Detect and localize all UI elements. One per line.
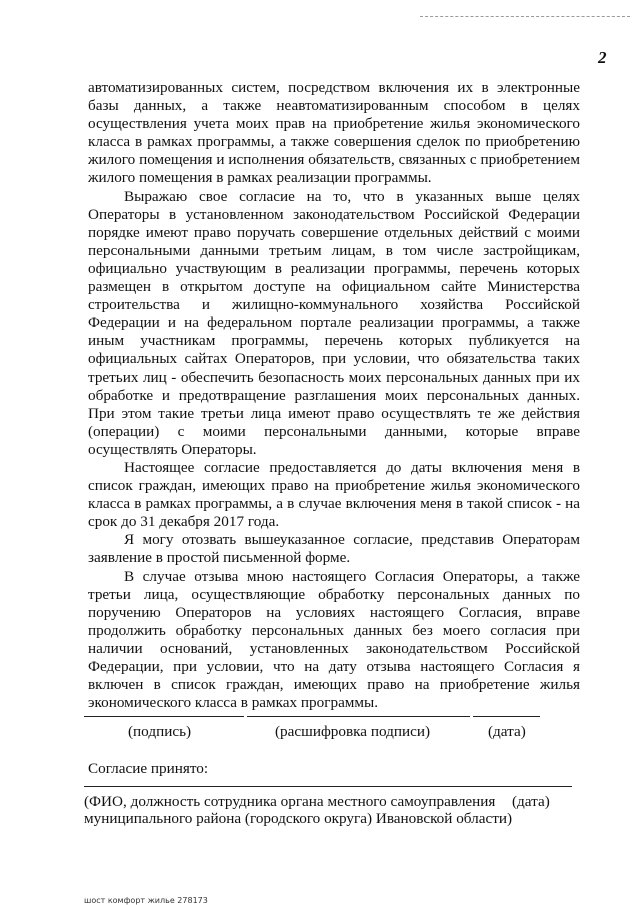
decoding-line (247, 716, 470, 717)
date-line (473, 716, 540, 717)
signature-line (84, 716, 244, 717)
paragraph-consent-third-parties: Выражаю свое согласие на то, что в указанных выше целях Операторы в установленном законодательством Российской Федерации порядке имеют право поручать совершение отдельных действий с моими персональными данными третьим лицам, в том числе застройщикам, официально участвующим в реализации программы, перечень которых размещен в открытом доступе на официальном сайте Министерства строительства и жилищно-коммунального хозяйства Российской Федерации и на федеральном портале реализации программы, а также иным участникам программы, перечень которых публикуется на официальных сайтах Операторов, при условии, что обязательства таких третьих лиц - обеспечить безопасность моих персональных данных при их обработке и предотвращение разглашения моих персональных данных. При этом такие третьи лица имеют право осуществлять те же действия (операции) с моими персональными данными, которые вправе осуществлять Операторы. (88, 187, 580, 458)
scan-edge-line (420, 16, 630, 17)
date-label: (дата) (488, 723, 526, 740)
paragraph-withdrawal-consequences: В случае отзыва мною настоящего Согласия Операторы, а также третьи лица, осуществляющие обработку персональных данных по поручению Операторов на условиях настоящего Согласия, вправе продолжить обработку персональных данных без моего согласия при наличии оснований, установленных законодательством Российской Федерации, при условии, что на дату отзыва настоящего Согласия я включен в список граждан, имеющих право на приобретение жилья экономического класса в рамках программы. (88, 567, 580, 712)
decoding-label: (расшифровка подписи) (275, 723, 431, 740)
document-body (88, 79, 580, 712)
paragraph-consent-term: Настоящее согласие предоставляется до даты включения меня в список граждан, имеющих право на приобретение жилья экономического класса в рамках программы, а в случае включения меня в такой список - на срок до 31 декабря 2017 года. (88, 458, 580, 531)
paragraph-continuation: автоматизированных систем, посредством включения их в электронные базы данных, а также неавтоматизированным способом в целях осуществления учета моих прав на приобретение жилья экономического класса в рамках программы, а также совершения сделок по приобретению жилого помещения и исполнения обязательств, связанных с приобретением жилого помещения в рамках реализации программы. (88, 79, 580, 187)
official-signature-line (84, 786, 572, 787)
page-number: 2 (598, 48, 607, 67)
consent-accepted-label: Согласие принято: (88, 760, 209, 777)
official-date-label: (дата) (512, 793, 550, 810)
signature-label: (подпись) (128, 723, 192, 740)
paragraph-withdrawal: Я могу отозвать вышеуказанное согласие, представив Операторам заявление в простой письменной форме. (88, 531, 580, 567)
footer-code: шост комфорт жилье 278173 (84, 896, 208, 905)
official-fio-label: (ФИО, должность сотрудника органа местного самоуправления муниципального района (городского округа) Ивановской области) (84, 793, 513, 827)
